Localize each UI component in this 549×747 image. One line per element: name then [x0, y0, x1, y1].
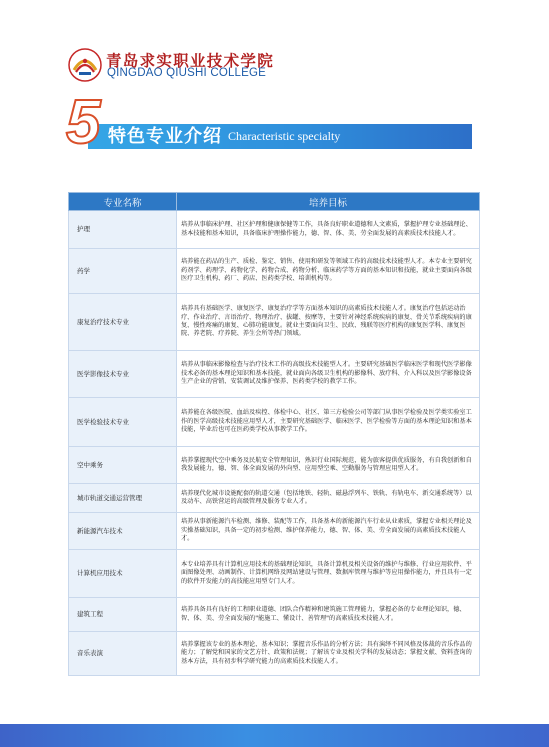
- major-goal: 培养从事临床影像检查与治疗技术工作的高级技术技能型人才。主要研究基础医学临床医学和现代医学影像技术必备的基本理论知识和基本技能，就业面向各级卫生机构的影像科、放疗科、介入科以及医学影像设备生产企业的营销、安装调试及维护保养、医药类学校的教学工作。: [177, 351, 480, 398]
- majors-table: [68, 192, 480, 676]
- major-goal: 培养具有基础医学、康复医学、康复治疗学等方面基本知识的高素质技术技能人才。康复治疗包括运动治疗、作业治疗、言语治疗、物理治疗、拔罐、按摩等，主要针对神经系统疾病的康复、骨关节系统疾病的康复、慢性疼痛的康复、心肺功能康复。就业主要面向卫生、民政、残联等医疗机构的康复医学科、康复医院、养老院、疗养院、养生会所等热门领域。: [177, 294, 480, 351]
- major-name: 建筑工程: [69, 598, 177, 632]
- major-goal: 培养现代化城市设施配套的轨道交通（包括地铁、轻轨、磁悬浮列车、铁轨、有轨电车、新交通系统等）以及动车、高铁营运的高级管理及服务专业人才。: [177, 484, 480, 513]
- column-header-major: 专业名称: [69, 193, 177, 211]
- table-row: [69, 484, 480, 513]
- table-row: [69, 447, 480, 484]
- section-title-en: Characteristic specialty: [228, 129, 341, 143]
- section-number: 5: [66, 88, 101, 157]
- major-name: 药学: [69, 249, 177, 294]
- major-name: 新能源汽车技术: [69, 513, 177, 550]
- table-row: [69, 398, 480, 447]
- major-name: 医学影像技术专业: [69, 351, 177, 398]
- section-heading: [66, 88, 486, 157]
- college-logo: [68, 48, 298, 82]
- table-row: [69, 249, 480, 294]
- table-row: [69, 294, 480, 351]
- section-title-cn: 特色专业介绍: [108, 126, 222, 147]
- major-name: 康复治疗技术专业: [69, 294, 177, 351]
- school-name-cn: 青岛求实职业技术学院: [106, 51, 275, 70]
- major-goal: 培养从事新能源汽车检测、维修、装配等工作，具备基本的新能源汽车行业从业素质，掌握专业相关理论及实操基础知识，具备一定的初步检测、维护保养能力，德、智、体、美、劳全面发展的高素质技术技能人才。: [177, 513, 480, 550]
- major-name: 计算机应用技术: [69, 550, 177, 598]
- table-header-row: [69, 193, 480, 211]
- major-goal: 培养从事临床护理、社区护理和健康保健等工作，具备良好职业道德和人文素质，掌握护理专业基础理论、基本技能和基本知识，具备临床护理操作能力，德、智、体、美、劳全面发展的高素质技术技能人才。: [177, 211, 480, 249]
- table-row: [69, 598, 480, 632]
- school-name-en: QINGDAO QIUSHI COLLEGE: [107, 67, 267, 79]
- major-name: 城市轨道交通运营管理: [69, 484, 177, 513]
- major-goal: 本专业培养具有计算机应用技术的基础理论知识，具备计算机及相关设备的维护与维修、行业应用软件、平面图像处理、动画制作、计算机网络及网站建设与管理、数据库管理与维护等应用操作能力，并且具有一定的软件开发能力的高技能应用型专门人才。: [177, 550, 480, 598]
- table-row: [69, 550, 480, 598]
- major-goal: 培养掌握现代空中乘务及民航安全管理知识，熟识行业国际规范，能为旅客提供优质服务，有自我创新和自我发展能力，德、智、体全面发展的外向型、应用型空乘、空勤服务与管理应用型人才。: [177, 447, 480, 484]
- table-row: [69, 632, 480, 676]
- major-goal: 培养掌握该专业的基本理论、基本知识；掌握音乐作品的分析方法；具有演绎不同风格及体裁的音乐作品的能力；了解党和国家的文艺方针、政策和法规；了解该专业及相关学科的发展动态；掌握文献、资料查询的基本方法，具有初步科学研究能力的高素质技术技能人才。: [177, 632, 480, 676]
- table-row: [69, 351, 480, 398]
- major-goal: 培养能在各级医院、血站及疾控、体检中心、社区、第三方检验公司等部门从事医学检验及医学类实验室工作的医学高级技术技能应用型人才，主要研究基础医学、临床医学、医学检验等方面的基本理论知识和基本技能，毕业后也可在医药类学校从事教学工作。: [177, 398, 480, 447]
- footer-band: [0, 724, 549, 747]
- major-goal: 培养具备具有良好的工程职业道德、团队合作精神和建筑施工管理能力，掌握必备的专业理论知识，德、智、体、美、劳全面发展的"能施工、懂设计、善管理"的高素质技术技能人才。: [177, 598, 480, 632]
- table-row: [69, 211, 480, 249]
- table-row: [69, 513, 480, 550]
- major-name: 护理: [69, 211, 177, 249]
- major-name: 空中乘务: [69, 447, 177, 484]
- college-emblem-icon: [68, 48, 102, 82]
- major-name: 音乐表演: [69, 632, 177, 676]
- major-goal: 培养能在药品的生产、质检、鉴定、销售、使用和研发等领域工作的高级技术技能型人才。本专业主要研究药剂学、药理学、药物化学、药物合成、药物分析、临床药学等方面的基本知识和技能，就业主要面向各级医疗卫生机构、药厂、药店、医药类学校、培训机构等。: [177, 249, 480, 294]
- column-header-goal: 培养目标: [177, 193, 480, 211]
- major-name: 医学检验技术专业: [69, 398, 177, 447]
